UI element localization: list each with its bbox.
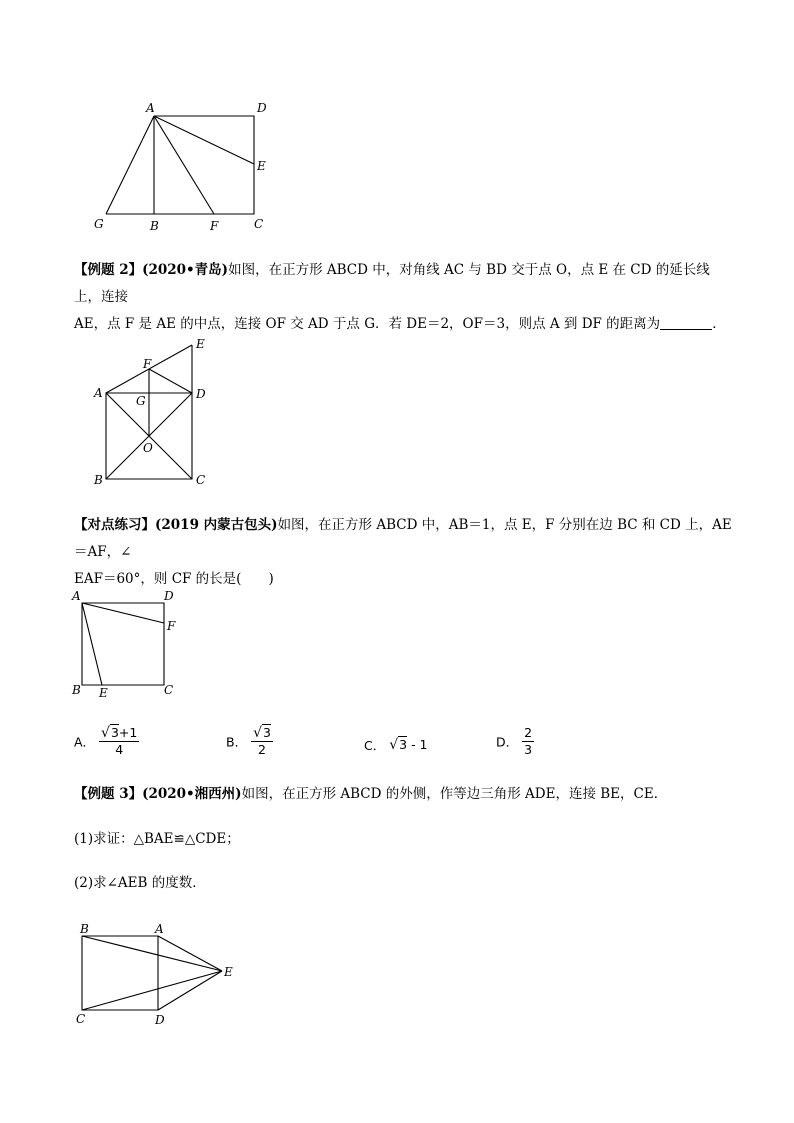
example-2-line2: AE，点 F 是 AE 的中点，连接 OF 交 AD 于点 G．若 DE＝2，OF＝3，则点 A 到 DF 的距离为 bbox=[74, 316, 661, 332]
fig4-line-DE bbox=[158, 971, 222, 1010]
fig1-label-F: F bbox=[210, 219, 219, 233]
fig2-label-E: E bbox=[196, 337, 205, 351]
example-3-q2: (2)求∠AEB 的度数． bbox=[74, 875, 206, 891]
option-a-radicand: 3 bbox=[110, 725, 119, 740]
option-b-radicand: 3 bbox=[262, 725, 271, 740]
radical-sign: √ bbox=[389, 737, 399, 753]
radical-sign: √ bbox=[253, 725, 262, 741]
fig3-label-A: A bbox=[72, 589, 81, 603]
example-2-source: (2020•青岛) bbox=[142, 262, 229, 278]
practice-source: (2019 内蒙古包头) bbox=[155, 517, 278, 533]
fig3-label-D: D bbox=[164, 589, 174, 603]
fig1-label-D: D bbox=[257, 101, 267, 115]
option-b-denominator: 2 bbox=[258, 742, 266, 757]
fig2-label-C: C bbox=[196, 473, 206, 487]
fig3-label-F: F bbox=[167, 619, 176, 633]
example-3-line1: 如图，在正方形 ABCD 的外侧，作等边三角形 ADE，连接 BE，CE． bbox=[241, 786, 668, 802]
radical-sign: √ bbox=[101, 725, 110, 741]
practice-line1: 如图，在正方形 ABCD 中，AB＝1，点 E，F 分别在边 BC 和 CD 上，AE＝AF，∠ bbox=[74, 517, 732, 560]
fig4-label-A: A bbox=[155, 922, 164, 936]
fig4-label-B: B bbox=[80, 922, 89, 936]
fig2-label-D: D bbox=[196, 387, 206, 401]
fig3-label-C: C bbox=[164, 683, 174, 697]
fig4-line-AE bbox=[158, 936, 222, 971]
fig4-label-C: C bbox=[76, 1012, 86, 1026]
option-c-tail: - 1 bbox=[407, 737, 428, 752]
option-a-denominator: 4 bbox=[115, 742, 124, 757]
option-a-label: A． bbox=[74, 734, 96, 750]
fig4-line-CE bbox=[82, 971, 222, 1010]
fig4-line-BE bbox=[82, 936, 222, 971]
example-3-source: (2020•湘西州) bbox=[142, 786, 242, 802]
fig3-label-B: B bbox=[72, 683, 81, 697]
option-b-label: B． bbox=[226, 734, 248, 750]
practice-line2: EAF＝60°，则 CF 的长是( ) bbox=[74, 571, 274, 587]
fig2-label-A: A bbox=[94, 386, 103, 400]
fig2-label-B: B bbox=[94, 473, 103, 487]
fig4-label-E: E bbox=[224, 965, 233, 979]
example-2-line1: 如图，在正方形 ABCD 中，对角线 AC 与 BD 交于点 O，点 E 在 CD 的延长线上，连接 bbox=[74, 262, 710, 305]
option-c-label: C． bbox=[364, 738, 386, 753]
option-a-num-tail: +1 bbox=[118, 725, 138, 740]
fig1-label-C: C bbox=[254, 217, 264, 231]
example-2-tag: 【例题 2】 bbox=[74, 262, 143, 278]
option-d-label: D． bbox=[496, 734, 519, 750]
example-3-q1: (1)求证：△BAE≌△CDE； bbox=[74, 831, 240, 847]
fig2-label-G: G bbox=[136, 394, 146, 408]
example-3-tag: 【例题 3】 bbox=[74, 786, 143, 802]
fig1-label-B: B bbox=[150, 219, 159, 233]
fig3-label-E: E bbox=[99, 686, 108, 700]
option-c-radicand: 3 bbox=[399, 737, 408, 752]
fig2-label-F: F bbox=[143, 357, 152, 371]
practice-tag: 【对点练习】 bbox=[74, 517, 155, 533]
fig4-label-D: D bbox=[155, 1013, 165, 1027]
fig1-label-G: G bbox=[94, 217, 104, 231]
example-2-line2-end: ． bbox=[712, 316, 726, 332]
fig2-label-O: O bbox=[143, 441, 153, 455]
option-d-numerator: 2 bbox=[524, 725, 533, 740]
option-d-denominator: 3 bbox=[524, 742, 533, 757]
fig1-label-A: A bbox=[146, 101, 155, 115]
fig1-label-E: E bbox=[257, 159, 266, 173]
